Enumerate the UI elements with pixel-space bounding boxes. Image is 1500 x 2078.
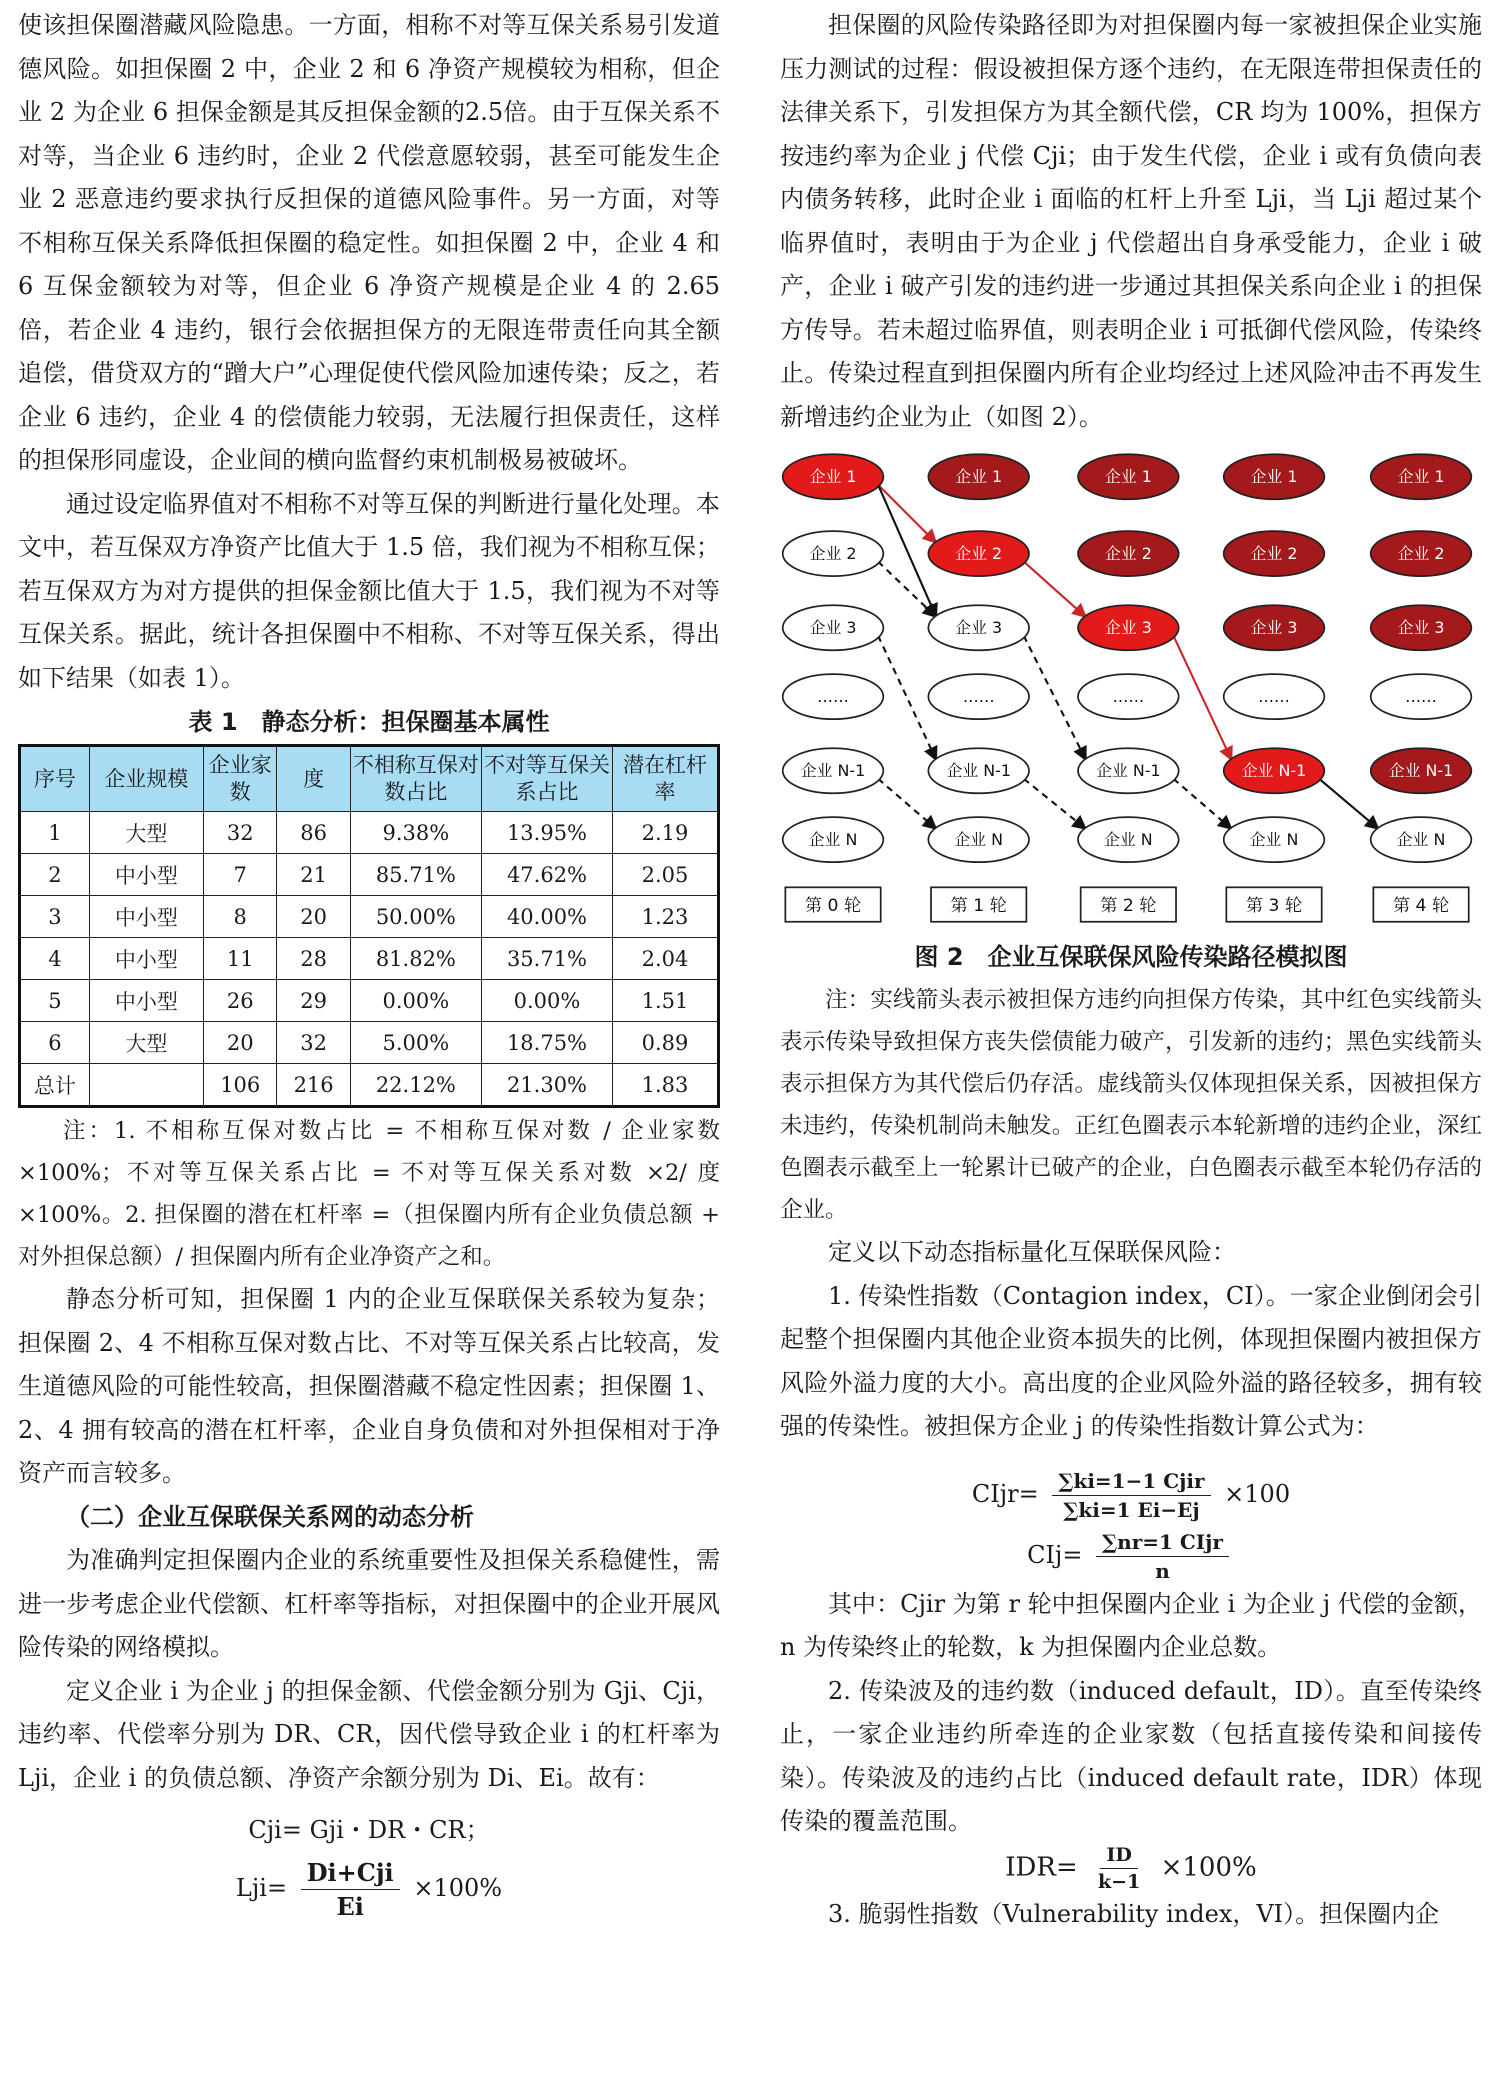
enterprise-node-label: …… (817, 686, 849, 706)
fraction (1092, 1844, 1146, 1893)
enterprise-node-label: 企业 2 (809, 543, 857, 563)
enterprise-node-label: 企业 3 (1397, 618, 1445, 638)
dashed-arrow (878, 562, 936, 618)
data-table (18, 744, 720, 1108)
enterprise-node-label: 企业 1 (1104, 467, 1152, 487)
enterprise-node-label: 企业 N-1 (800, 761, 866, 781)
enterprise-node-label: 企业 N (808, 829, 858, 849)
table-cell: 2.05 (613, 854, 719, 896)
table-cell: 29 (277, 980, 350, 1022)
enterprise-node-label: …… (1112, 686, 1145, 706)
table-cell: 5.00% (350, 1022, 481, 1064)
enterprise-node-label: 企业 N (1396, 829, 1446, 849)
table-cell: 106 (204, 1064, 277, 1107)
paragraph: 其中：Cjir 为第 r 轮中担保圈内企业 i 为企业 j 代偿的金额，n 为传染终止的轮数，k 为担保圈内企业总数。 (780, 1589, 1482, 1661)
red-arrow (1173, 636, 1231, 760)
dashed-arrow (878, 636, 936, 760)
table-cell: 2.19 (613, 812, 719, 854)
table-row (20, 854, 719, 896)
red-arrow (878, 485, 936, 543)
table-cell: 81.82% (350, 938, 481, 980)
col-header: 序号 (20, 746, 90, 812)
table-cell: 中小型 (89, 938, 203, 980)
col-header: 企业家数 (204, 746, 277, 812)
table-row (20, 938, 719, 980)
black-arrow (1319, 779, 1379, 829)
enterprise-node-label: 企业 2 (955, 543, 1003, 563)
table-cell: 7 (204, 854, 277, 896)
fraction-numerator: ∑nr=1 CIjr (1096, 1530, 1229, 1557)
formula-idr (780, 1844, 1482, 1893)
paragraph: 使该担保圈潜藏风险隐患。一方面，相称不对等互保关系易引发道德风险。如担保圈 2 中，企业 2 和 6 净资产规模较为相称，但企业 2 为企业 6 担保金额是其反担保金额的2.5倍。由于互保关系不对等，当企业 6 违约时，企业 2 代偿意愿较弱，甚至可能发生企业 2 恶意违约要求执行反担保的道德风险事件。另一方面，对等不相称互保关系降低担保圈的稳定性。如担保圈 2 中，企业 4 和 6 互保金额较为对等，但企业 6 净资产规模是企业 4 的 2.65 倍，若企业 4 违约，银行会依据担保方的无限连带责任向其全额追偿，借贷双方的“蹭大户”心理促使代偿风险加速传染；反之，若企业 6 违约，企业 4 的偿债能力较弱，无法履行担保责任，这样的担保形同虚设，企业间的横向监督约束机制极易被破坏。 (18, 11, 720, 474)
table-cell: 大型 (89, 1022, 203, 1064)
black-arrow (878, 485, 936, 617)
table-cell: 8 (204, 896, 277, 938)
formula-lji (18, 1858, 720, 1921)
formula-cji: Cji= Gji・DR・CR； (248, 1816, 490, 1844)
table-cell: 6 (20, 1022, 90, 1064)
table-header-row (20, 746, 719, 812)
formula-tail: ×100% (413, 1874, 503, 1902)
table-cell (89, 1064, 203, 1107)
enterprise-node-label: 企业 1 (1397, 467, 1445, 487)
fraction (1052, 1469, 1210, 1522)
table-cell: 1.83 (613, 1064, 719, 1107)
enterprise-node-label: 企业 3 (955, 618, 1003, 638)
enterprise-node-label: 企业 2 (1250, 543, 1298, 563)
fraction-denominator: n (1155, 1558, 1170, 1583)
table-cell: 5 (20, 980, 90, 1022)
table-cell: 21.30% (481, 1064, 612, 1107)
col-header: 潜在杠杆率 (613, 746, 719, 812)
round-label: 第 4 轮 (1392, 896, 1450, 917)
table-cell: 26 (204, 980, 277, 1022)
right-column (780, 4, 1482, 1936)
paragraph: 定义以下动态指标量化互保联保风险： (828, 1238, 1236, 1266)
table-row-total (20, 1064, 719, 1107)
red-arrow (1024, 562, 1086, 618)
dashed-arrow (878, 779, 936, 829)
table-cell: 大型 (89, 812, 203, 854)
table-cell: 4 (20, 938, 90, 980)
formula-lhs: IDR= (1005, 1852, 1078, 1882)
round-label: 第 0 轮 (804, 896, 862, 917)
table-cell: 3 (20, 896, 90, 938)
table-row (20, 1022, 719, 1064)
table-cell: 47.62% (481, 854, 612, 896)
enterprise-node-label: 企业 N (1104, 829, 1153, 849)
enterprise-node-label: 企业 N-1 (1388, 761, 1454, 781)
table-cell: 32 (277, 1022, 350, 1064)
table-cell: 2.04 (613, 938, 719, 980)
paragraph: 担保圈的风险传染路径即为对担保圈内每一家被担保企业实施压力测试的过程：假设被担保方逐个违约，在无限连带担保责任的法律关系下，引发担保方为其全额代偿，CR 均为 100%，担保方按违约率为企业 j 代偿 Cji；由于发生代偿，企业 i 或有负债向表内债务转移，此时企业 i 面临的杠杆上升至 Lji，当 Lji 超过某个临界值时，表明由于为企业 j 代偿超出自身承受能力，企业 i 破产，企业 i 破产引发的违约进一步通过其担保关系向企业 i 的担保方传导。若未超过临界值，则表明企业 i 可抵御代偿风险，传染终止。传染过程直到担保圈内所有企业均经过上述风险冲击不再发生新增违约企业为止（如图 2）。 (780, 11, 1482, 431)
enterprise-node-label: 企业 1 (955, 467, 1003, 487)
table-cell: 20 (204, 1022, 277, 1064)
paragraph: 1. 传染性指数（Contagion index，CI）。一家企业倒闭会引起整个担保圈内其他企业资本损失的比例，体现担保圈内被担保方风险外溢力度的大小。高出度的企业风险外溢的路径较多，拥有较强的传染性。被担保方企业 j 的传染性指数计算公式为： (780, 1281, 1482, 1440)
paragraph: 3. 脆弱性指数（Vulnerability index，VI）。担保圈内企 (828, 1899, 1440, 1928)
table-cell: 11 (204, 938, 277, 980)
enterprise-node-label: 企业 3 (809, 618, 857, 638)
dashed-arrow (1173, 779, 1231, 829)
table-row (20, 812, 719, 854)
fraction-denominator: Ei (336, 1892, 364, 1921)
table-cell: 中小型 (89, 896, 203, 938)
table-cell: 28 (277, 938, 350, 980)
fraction-numerator: ID (1100, 1844, 1137, 1869)
table-cell: 1.51 (613, 980, 719, 1022)
enterprise-node-label: 企业 3 (1250, 618, 1298, 638)
fraction-denominator: k−1 (1098, 1870, 1141, 1893)
table-cell: 21 (277, 854, 350, 896)
enterprise-node-label: 企业 1 (1250, 467, 1298, 487)
formula-tail: ×100% (1160, 1852, 1257, 1882)
figure-caption: 图 2 企业互保联保风险传染路径模拟图 (914, 943, 1348, 971)
table-cell: 2 (20, 854, 90, 896)
paragraph: 定义企业 i 为企业 j 的担保金额、代偿金额分别为 Gji、Cji，违约率、代偿率分别为 DR、CR，因代偿导致企业 i 的杠杆率为 Lji，企业 i 的负债总额、净资产余额分别为 Di、Ei。故有： (18, 1676, 720, 1792)
table-row (20, 980, 719, 1022)
enterprise-node-label: …… (1258, 686, 1290, 706)
round-label: 第 2 轮 (1100, 896, 1157, 917)
enterprise-node-label: …… (1405, 686, 1437, 706)
enterprise-node-label: …… (962, 686, 995, 706)
enterprise-node-label: 企业 N (1249, 829, 1299, 849)
table-cell: 1 (20, 812, 90, 854)
fraction (1096, 1530, 1229, 1583)
table-cell: 中小型 (89, 854, 203, 896)
col-header: 不相称互保对数占比 (350, 746, 481, 812)
formula-lhs: CIj= (1027, 1540, 1083, 1569)
table-cell: 0.00% (350, 980, 481, 1022)
formula-tail: ×100 (1224, 1479, 1291, 1508)
enterprise-node-label: 企业 1 (809, 467, 857, 487)
table-cell: 85.71% (350, 854, 481, 896)
paragraph: 为准确判定担保圈内企业的系统重要性及担保关系稳健性，需进一步考虑企业代偿额、杠杆率等指标，对担保圈中的企业开展风险传染的网络模拟。 (18, 1546, 720, 1661)
formula-lhs: CIjr= (971, 1479, 1039, 1508)
formula-ci-jr (780, 1469, 1482, 1522)
round-label: 第 3 轮 (1245, 896, 1303, 917)
table-cell: 1.23 (613, 896, 719, 938)
table-caption: 表 1 静态分析：担保圈基本属性 (188, 708, 550, 736)
contagion-path-diagram (780, 445, 1482, 935)
table-cell: 35.71% (481, 938, 612, 980)
formula-lhs: Lji= (235, 1874, 288, 1902)
table-cell: 18.75% (481, 1022, 612, 1064)
table-cell: 32 (204, 812, 277, 854)
table-cell: 0.00% (481, 980, 612, 1022)
section-heading: （二）企业互保联保关系网的动态分析 (66, 1502, 474, 1531)
col-header: 企业规模 (89, 746, 203, 812)
table-cell: 9.38% (350, 812, 481, 854)
col-header: 不对等互保关系占比 (481, 746, 612, 812)
dashed-arrow (1024, 779, 1086, 829)
enterprise-node-label: 企业 N-1 (1096, 761, 1161, 781)
table-cell: 40.00% (481, 896, 612, 938)
table-cell: 0.89 (613, 1022, 719, 1064)
figure-note: 注：实线箭头表示被担保方违约向担保方传染，其中红色实线箭头表示传染导致担保方丧失偿债能力破产，引发新的违约；黑色实线箭头表示担保方为其代偿后仍存活。虚线箭头仅体现担保关系，因被担保方未违约，传染机制尚未触发。正红色圈表示本轮新增的违约企业，深红色圈表示截至上一轮累计已破产的企业，白色圈表示截至本轮仍存活的企业。 (780, 987, 1482, 1223)
table-note: 注：1. 不相称互保对数占比 = 不相称互保对数 / 企业家数 ×100%；不对等互保关系占比 = 不对等互保关系对数 ×2/ 度 ×100%。2. 担保圈的潜在杠杆率 =（担保圈内所有企业负债总额 + 对外担保总额）/ 担保圈内所有企业净资产之和。 (18, 1118, 720, 1270)
enterprise-node-label: 企业 N-1 (1241, 761, 1307, 781)
table-cell: 总计 (20, 1064, 90, 1107)
table-cell: 13.95% (481, 812, 612, 854)
left-column (18, 4, 720, 1921)
enterprise-node-label: 企业 N (954, 829, 1004, 849)
table-cell: 中小型 (89, 980, 203, 1022)
formula-ci-j (780, 1530, 1482, 1583)
table-cell: 86 (277, 812, 350, 854)
paragraph: 静态分析可知，担保圈 1 内的企业互保联保关系较为复杂；担保圈 2、4 不相称互保对数占比、不对等互保关系占比较高，发生道德风险的可能性较高，担保圈潜藏不稳定性因素；担保圈 1、2、4 拥有较高的潜在杠杆率，企业自身负债和对外担保相对于净资产而言较多。 (18, 1285, 720, 1487)
enterprise-node-label: 企业 2 (1397, 543, 1445, 563)
fraction-numerator: Di+Cji (301, 1858, 400, 1890)
paragraph: 2. 传染波及的违约数（induced default，ID）。直至传染终止，一家企业违约所牵连的企业家数（包括直接传染和间接传染）。传染波及的违约占比（induced default rate，IDR）体现传染的覆盖范围。 (780, 1676, 1482, 1835)
table-row (20, 896, 719, 938)
table-cell: 50.00% (350, 896, 481, 938)
dashed-arrow (1024, 636, 1086, 760)
fraction (301, 1858, 400, 1921)
col-header: 度 (277, 746, 350, 812)
fraction-numerator: ∑ki=1−1 Cjir (1052, 1469, 1210, 1496)
fraction-denominator: ∑ki=1 Ei−Ej (1063, 1497, 1200, 1522)
table-cell: 22.12% (350, 1064, 481, 1107)
table-cell: 216 (277, 1064, 350, 1107)
table-cell: 20 (277, 896, 350, 938)
round-label: 第 1 轮 (950, 896, 1007, 917)
enterprise-node-label: 企业 3 (1104, 618, 1152, 638)
paragraph: 通过设定临界值对不相称不对等互保的判断进行量化处理。本文中，若互保双方净资产比值大于 1.5 倍，我们视为不相称互保；若互保双方为对方提供的担保金额比值大于 1.5，我们视为不对等互保关系。据此，统计各担保圈中不相称、不对等互保关系，得出如下结果（如表 1）。 (18, 489, 720, 692)
enterprise-node-label: 企业 2 (1104, 543, 1152, 563)
enterprise-node-label: 企业 N-1 (946, 761, 1011, 781)
